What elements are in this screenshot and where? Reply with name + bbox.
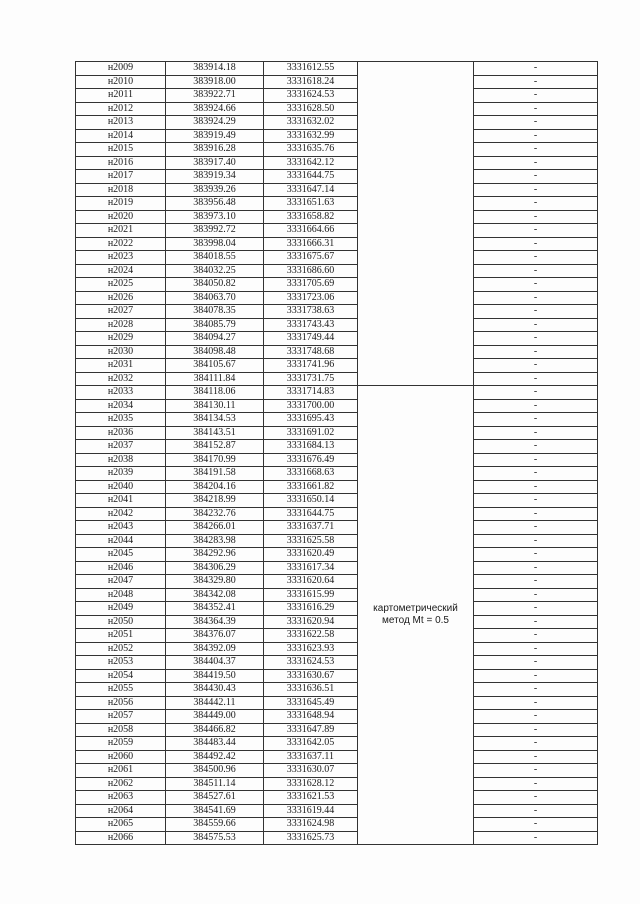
y-coordinate-cell: 3331642.05 (264, 737, 358, 751)
table-row (76, 102, 598, 116)
table-row (76, 210, 598, 224)
point-id-cell: н2034 (76, 399, 166, 413)
y-coordinate-cell: 3331676.49 (264, 453, 358, 467)
x-coordinate-cell: 384419.50 (166, 669, 264, 683)
table-row (76, 710, 598, 724)
table-row (76, 521, 598, 535)
table-row (76, 453, 598, 467)
point-id-cell: н2040 (76, 480, 166, 494)
table-row (76, 683, 598, 697)
y-coordinate-cell: 3331624.98 (264, 818, 358, 832)
y-coordinate-cell: 3331705.69 (264, 278, 358, 292)
x-coordinate-cell: 384352.41 (166, 602, 264, 616)
y-coordinate-cell: 3331668.63 (264, 467, 358, 481)
table-row (76, 642, 598, 656)
x-coordinate-cell: 384032.25 (166, 264, 264, 278)
accuracy-value-cell: - (474, 507, 598, 521)
table-row (76, 264, 598, 278)
point-id-cell: н2013 (76, 116, 166, 130)
accuracy-value-cell: - (474, 170, 598, 184)
table-row (76, 345, 598, 359)
accuracy-value-cell: - (474, 318, 598, 332)
x-coordinate-cell: 383916.28 (166, 143, 264, 157)
x-coordinate-cell: 383919.34 (166, 170, 264, 184)
x-coordinate-cell: 383914.18 (166, 62, 264, 76)
point-id-cell: н2010 (76, 75, 166, 89)
accuracy-value-cell: - (474, 440, 598, 454)
x-coordinate-cell: 384392.09 (166, 642, 264, 656)
point-id-cell: н2052 (76, 642, 166, 656)
x-coordinate-cell: 383939.26 (166, 183, 264, 197)
y-coordinate-cell: 3331624.53 (264, 89, 358, 103)
point-id-cell: н2063 (76, 791, 166, 805)
x-coordinate-cell: 384466.82 (166, 723, 264, 737)
table-row (76, 440, 598, 454)
table-row (76, 318, 598, 332)
point-id-cell: н2062 (76, 777, 166, 791)
x-coordinate-cell: 384511.14 (166, 777, 264, 791)
point-id-cell: н2022 (76, 237, 166, 251)
table-row (76, 831, 598, 845)
accuracy-value-cell: - (474, 561, 598, 575)
accuracy-value-cell: - (474, 291, 598, 305)
table-row (76, 143, 598, 157)
point-id-cell: н2023 (76, 251, 166, 265)
x-coordinate-cell: 384404.37 (166, 656, 264, 670)
point-id-cell: н2053 (76, 656, 166, 670)
table-row (76, 62, 598, 76)
accuracy-value-cell: - (474, 129, 598, 143)
accuracy-value-cell: - (474, 656, 598, 670)
accuracy-value-cell: - (474, 683, 598, 697)
x-coordinate-cell: 384364.39 (166, 615, 264, 629)
accuracy-value-cell: - (474, 237, 598, 251)
table-row (76, 575, 598, 589)
accuracy-value-cell: - (474, 764, 598, 778)
y-coordinate-cell: 3331620.64 (264, 575, 358, 589)
x-coordinate-cell: 384218.99 (166, 494, 264, 508)
table-row (76, 737, 598, 751)
table-row (76, 372, 598, 386)
x-coordinate-cell: 383917.40 (166, 156, 264, 170)
accuracy-value-cell: - (474, 737, 598, 751)
point-id-cell: н2014 (76, 129, 166, 143)
accuracy-value-cell: - (474, 548, 598, 562)
table-row (76, 777, 598, 791)
x-coordinate-cell: 383919.49 (166, 129, 264, 143)
y-coordinate-cell: 3331684.13 (264, 440, 358, 454)
accuracy-value-cell: - (474, 426, 598, 440)
y-coordinate-cell: 3331617.34 (264, 561, 358, 575)
y-coordinate-cell: 3331637.11 (264, 750, 358, 764)
x-coordinate-cell: 384170.99 (166, 453, 264, 467)
y-coordinate-cell: 3331621.53 (264, 791, 358, 805)
y-coordinate-cell: 3331619.44 (264, 804, 358, 818)
x-coordinate-cell: 383918.00 (166, 75, 264, 89)
table-row (76, 588, 598, 602)
x-coordinate-cell: 383998.04 (166, 237, 264, 251)
y-coordinate-cell: 3331623.93 (264, 642, 358, 656)
point-id-cell: н2059 (76, 737, 166, 751)
accuracy-value-cell: - (474, 102, 598, 116)
table-row (76, 305, 598, 319)
accuracy-value-cell: - (474, 467, 598, 481)
accuracy-value-cell: - (474, 116, 598, 130)
point-id-cell: н2058 (76, 723, 166, 737)
x-coordinate-cell: 384559.66 (166, 818, 264, 832)
table-row (76, 548, 598, 562)
table-row (76, 818, 598, 832)
table-row (76, 332, 598, 346)
x-coordinate-cell: 383922.71 (166, 89, 264, 103)
accuracy-value-cell: - (474, 521, 598, 535)
point-id-cell: н2048 (76, 588, 166, 602)
x-coordinate-cell: 384050.82 (166, 278, 264, 292)
x-coordinate-cell: 384266.01 (166, 521, 264, 535)
table-row (76, 197, 598, 211)
method-label-line2: метод Mt = 0.5 (382, 615, 449, 626)
y-coordinate-cell: 3331714.83 (264, 386, 358, 400)
table-row (76, 764, 598, 778)
point-id-cell: н2043 (76, 521, 166, 535)
point-id-cell: н2021 (76, 224, 166, 238)
point-id-cell: н2017 (76, 170, 166, 184)
accuracy-value-cell: - (474, 575, 598, 589)
point-id-cell: н2044 (76, 534, 166, 548)
x-coordinate-cell: 384094.27 (166, 332, 264, 346)
x-coordinate-cell: 384500.96 (166, 764, 264, 778)
method-cell (358, 386, 474, 845)
table-row (76, 534, 598, 548)
point-id-cell: н2065 (76, 818, 166, 832)
y-coordinate-cell: 3331632.02 (264, 116, 358, 130)
point-id-cell: н2016 (76, 156, 166, 170)
y-coordinate-cell: 3331647.14 (264, 183, 358, 197)
accuracy-value-cell: - (474, 494, 598, 508)
accuracy-value-cell: - (474, 453, 598, 467)
y-coordinate-cell: 3331636.51 (264, 683, 358, 697)
y-coordinate-cell: 3331651.63 (264, 197, 358, 211)
point-id-cell: н2054 (76, 669, 166, 683)
accuracy-value-cell: - (474, 831, 598, 845)
x-coordinate-cell: 384078.35 (166, 305, 264, 319)
y-coordinate-cell: 3331648.94 (264, 710, 358, 724)
x-coordinate-cell: 384204.16 (166, 480, 264, 494)
table-row (76, 291, 598, 305)
y-coordinate-cell: 3331628.50 (264, 102, 358, 116)
accuracy-value-cell: - (474, 359, 598, 373)
point-id-cell: н2051 (76, 629, 166, 643)
accuracy-value-cell: - (474, 723, 598, 737)
x-coordinate-cell: 384098.48 (166, 345, 264, 359)
x-coordinate-cell: 383924.29 (166, 116, 264, 130)
y-coordinate-cell: 3331700.00 (264, 399, 358, 413)
accuracy-value-cell: - (474, 602, 598, 616)
coordinates-table-body (76, 62, 598, 845)
accuracy-value-cell: - (474, 143, 598, 157)
y-coordinate-cell: 3331612.55 (264, 62, 358, 76)
accuracy-value-cell: - (474, 669, 598, 683)
accuracy-value-cell: - (474, 210, 598, 224)
x-coordinate-cell: 384292.96 (166, 548, 264, 562)
y-coordinate-cell: 3331675.67 (264, 251, 358, 265)
accuracy-value-cell: - (474, 480, 598, 494)
y-coordinate-cell: 3331664.66 (264, 224, 358, 238)
x-coordinate-cell: 384118.06 (166, 386, 264, 400)
x-coordinate-cell: 384134.53 (166, 413, 264, 427)
point-id-cell: н2019 (76, 197, 166, 211)
point-id-cell: н2009 (76, 62, 166, 76)
table-row (76, 426, 598, 440)
x-coordinate-cell: 384085.79 (166, 318, 264, 332)
y-coordinate-cell: 3331625.73 (264, 831, 358, 845)
table-row (76, 723, 598, 737)
point-id-cell: н2018 (76, 183, 166, 197)
point-id-cell: н2046 (76, 561, 166, 575)
x-coordinate-cell: 383973.10 (166, 210, 264, 224)
y-coordinate-cell: 3331615.99 (264, 588, 358, 602)
table-row (76, 413, 598, 427)
y-coordinate-cell: 3331630.07 (264, 764, 358, 778)
accuracy-value-cell: - (474, 399, 598, 413)
y-coordinate-cell: 3331647.89 (264, 723, 358, 737)
accuracy-value-cell: - (474, 332, 598, 346)
accuracy-value-cell: - (474, 224, 598, 238)
y-coordinate-cell: 3331666.31 (264, 237, 358, 251)
point-id-cell: н2029 (76, 332, 166, 346)
point-id-cell: н2032 (76, 372, 166, 386)
point-id-cell: н2033 (76, 386, 166, 400)
table-row (76, 116, 598, 130)
point-id-cell: н2025 (76, 278, 166, 292)
x-coordinate-cell: 384130.11 (166, 399, 264, 413)
table-row (76, 791, 598, 805)
y-coordinate-cell: 3331749.44 (264, 332, 358, 346)
y-coordinate-cell: 3331632.99 (264, 129, 358, 143)
y-coordinate-cell: 3331650.14 (264, 494, 358, 508)
y-coordinate-cell: 3331741.96 (264, 359, 358, 373)
point-id-cell: н2050 (76, 615, 166, 629)
table-row (76, 237, 598, 251)
table-row (76, 278, 598, 292)
accuracy-value-cell: - (474, 305, 598, 319)
point-id-cell: н2020 (76, 210, 166, 224)
y-coordinate-cell: 3331645.49 (264, 696, 358, 710)
accuracy-value-cell: - (474, 89, 598, 103)
point-id-cell: н2038 (76, 453, 166, 467)
accuracy-value-cell: - (474, 804, 598, 818)
point-id-cell: н2027 (76, 305, 166, 319)
point-id-cell: н2061 (76, 764, 166, 778)
y-coordinate-cell: 3331644.75 (264, 507, 358, 521)
accuracy-value-cell: - (474, 629, 598, 643)
point-id-cell: н2066 (76, 831, 166, 845)
accuracy-value-cell: - (474, 642, 598, 656)
y-coordinate-cell: 3331658.82 (264, 210, 358, 224)
x-coordinate-cell: 384430.43 (166, 683, 264, 697)
accuracy-value-cell: - (474, 372, 598, 386)
point-id-cell: н2015 (76, 143, 166, 157)
accuracy-value-cell: - (474, 183, 598, 197)
x-coordinate-cell: 384527.61 (166, 791, 264, 805)
accuracy-value-cell: - (474, 75, 598, 89)
point-id-cell: н2026 (76, 291, 166, 305)
x-coordinate-cell: 384483.44 (166, 737, 264, 751)
table-row (76, 89, 598, 103)
point-id-cell: н2031 (76, 359, 166, 373)
table-row (76, 386, 598, 400)
accuracy-value-cell: - (474, 278, 598, 292)
table-row (76, 494, 598, 508)
point-id-cell: н2057 (76, 710, 166, 724)
x-coordinate-cell: 384191.58 (166, 467, 264, 481)
accuracy-value-cell: - (474, 197, 598, 211)
y-coordinate-cell: 3331731.75 (264, 372, 358, 386)
table-row (76, 507, 598, 521)
x-coordinate-cell: 384575.53 (166, 831, 264, 845)
table-row (76, 359, 598, 373)
y-coordinate-cell: 3331738.63 (264, 305, 358, 319)
x-coordinate-cell: 384143.51 (166, 426, 264, 440)
accuracy-value-cell: - (474, 62, 598, 76)
accuracy-value-cell: - (474, 588, 598, 602)
accuracy-value-cell: - (474, 413, 598, 427)
point-id-cell: н2064 (76, 804, 166, 818)
point-id-cell: н2041 (76, 494, 166, 508)
point-id-cell: н2056 (76, 696, 166, 710)
x-coordinate-cell: 384449.00 (166, 710, 264, 724)
y-coordinate-cell: 3331630.67 (264, 669, 358, 683)
y-coordinate-cell: 3331691.02 (264, 426, 358, 440)
table-row (76, 251, 598, 265)
x-coordinate-cell: 384105.67 (166, 359, 264, 373)
y-coordinate-cell: 3331625.58 (264, 534, 358, 548)
table-row (76, 467, 598, 481)
table-row (76, 629, 598, 643)
y-coordinate-cell: 3331620.49 (264, 548, 358, 562)
y-coordinate-cell: 3331620.94 (264, 615, 358, 629)
x-coordinate-cell: 384306.29 (166, 561, 264, 575)
y-coordinate-cell: 3331661.82 (264, 480, 358, 494)
point-id-cell: н2011 (76, 89, 166, 103)
table-row (76, 170, 598, 184)
x-coordinate-cell: 384492.42 (166, 750, 264, 764)
point-id-cell: н2024 (76, 264, 166, 278)
table-row (76, 669, 598, 683)
point-id-cell: н2047 (76, 575, 166, 589)
point-id-cell: н2039 (76, 467, 166, 481)
y-coordinate-cell: 3331686.60 (264, 264, 358, 278)
table-row (76, 804, 598, 818)
accuracy-value-cell: - (474, 791, 598, 805)
accuracy-value-cell: - (474, 534, 598, 548)
point-id-cell: н2045 (76, 548, 166, 562)
point-id-cell: н2035 (76, 413, 166, 427)
method-cell-empty (358, 62, 474, 386)
x-coordinate-cell: 384541.69 (166, 804, 264, 818)
y-coordinate-cell: 3331616.29 (264, 602, 358, 616)
x-coordinate-cell: 383956.48 (166, 197, 264, 211)
accuracy-value-cell: - (474, 156, 598, 170)
table-row (76, 615, 598, 629)
y-coordinate-cell: 3331743.43 (264, 318, 358, 332)
y-coordinate-cell: 3331628.12 (264, 777, 358, 791)
accuracy-value-cell: - (474, 818, 598, 832)
x-coordinate-cell: 384111.84 (166, 372, 264, 386)
y-coordinate-cell: 3331748.68 (264, 345, 358, 359)
point-id-cell: н2049 (76, 602, 166, 616)
table-row (76, 224, 598, 238)
point-id-cell: н2060 (76, 750, 166, 764)
x-coordinate-cell: 384283.98 (166, 534, 264, 548)
table-row (76, 399, 598, 413)
x-coordinate-cell: 384152.87 (166, 440, 264, 454)
y-coordinate-cell: 3331618.24 (264, 75, 358, 89)
accuracy-value-cell: - (474, 777, 598, 791)
method-label-line1: картометрический (373, 603, 458, 614)
table-row (76, 156, 598, 170)
y-coordinate-cell: 3331695.43 (264, 413, 358, 427)
x-coordinate-cell: 384342.08 (166, 588, 264, 602)
point-id-cell: н2037 (76, 440, 166, 454)
point-id-cell: н2028 (76, 318, 166, 332)
x-coordinate-cell: 383924.66 (166, 102, 264, 116)
x-coordinate-cell: 383992.72 (166, 224, 264, 238)
point-id-cell: н2012 (76, 102, 166, 116)
y-coordinate-cell: 3331637.71 (264, 521, 358, 535)
table-row (76, 750, 598, 764)
table-row (76, 602, 598, 616)
table-row (76, 561, 598, 575)
y-coordinate-cell: 3331644.75 (264, 170, 358, 184)
y-coordinate-cell: 3331642.12 (264, 156, 358, 170)
accuracy-value-cell: - (474, 696, 598, 710)
x-coordinate-cell: 384442.11 (166, 696, 264, 710)
table-row (76, 696, 598, 710)
x-coordinate-cell: 384018.55 (166, 251, 264, 265)
table-row (76, 129, 598, 143)
y-coordinate-cell: 3331622.58 (264, 629, 358, 643)
accuracy-value-cell: - (474, 345, 598, 359)
accuracy-value-cell: - (474, 251, 598, 265)
x-coordinate-cell: 384376.07 (166, 629, 264, 643)
point-id-cell: н2055 (76, 683, 166, 697)
x-coordinate-cell: 384329.80 (166, 575, 264, 589)
y-coordinate-cell: 3331624.53 (264, 656, 358, 670)
y-coordinate-cell: 3331635.76 (264, 143, 358, 157)
coordinates-table (75, 61, 598, 845)
point-id-cell: н2036 (76, 426, 166, 440)
table-row (76, 480, 598, 494)
accuracy-value-cell: - (474, 264, 598, 278)
accuracy-value-cell: - (474, 615, 598, 629)
point-id-cell: н2042 (76, 507, 166, 521)
accuracy-value-cell: - (474, 710, 598, 724)
table-row (76, 75, 598, 89)
y-coordinate-cell: 3331723.06 (264, 291, 358, 305)
point-id-cell: н2030 (76, 345, 166, 359)
x-coordinate-cell: 384232.76 (166, 507, 264, 521)
x-coordinate-cell: 384063.70 (166, 291, 264, 305)
accuracy-value-cell: - (474, 750, 598, 764)
table-row (76, 656, 598, 670)
table-row (76, 183, 598, 197)
accuracy-value-cell: - (474, 386, 598, 400)
